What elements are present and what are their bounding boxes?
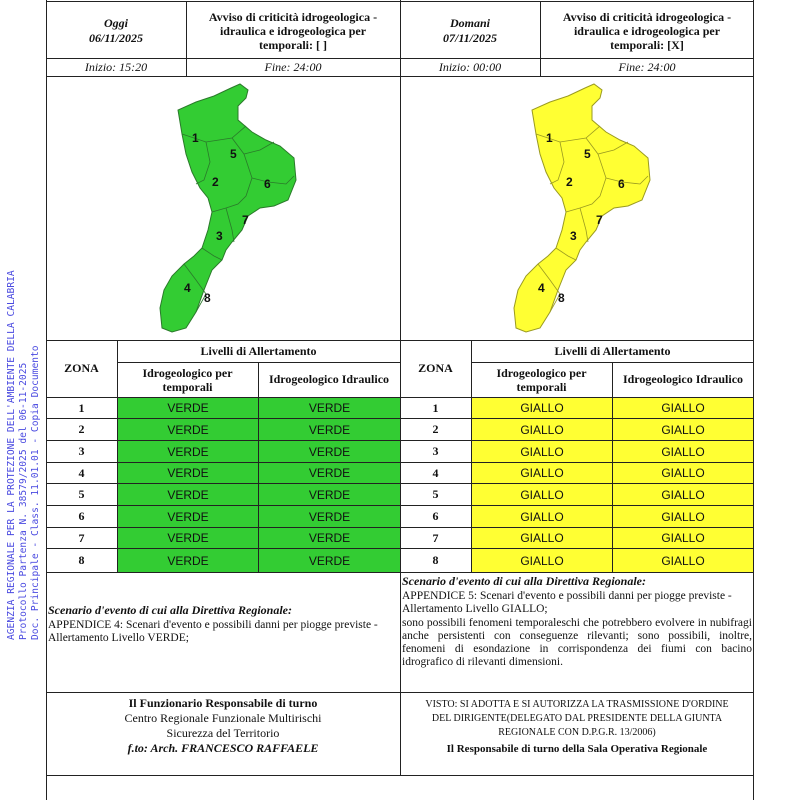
tomorrow-zone-label-3: 3 <box>570 229 577 243</box>
tomorrow-map-region <box>514 84 650 332</box>
footer-right-line2: DEL DIRIGENTE(DELEGATO DAL PRESIDENTE DELLA GIUNTA <box>431 713 723 724</box>
footer-right-title: Il Responsabile di turno della Sala Operativa Regionale <box>446 743 708 755</box>
tomorrow-level-idraulico: GIALLO <box>613 398 753 418</box>
today-zone-cell: 7 <box>78 530 85 545</box>
tomorrow-level-temporali: GIALLO <box>472 549 612 572</box>
tomorrow-zona-header: ZONA <box>418 361 453 375</box>
scenario-right <box>402 575 752 669</box>
tomorrow-level-idraulico: GIALLO <box>613 441 753 462</box>
today-level-idraulico: VERDE <box>259 506 400 527</box>
tomorrow-level-idraulico: GIALLO <box>613 506 753 527</box>
tomorrow-level-temporali: GIALLO <box>472 441 612 462</box>
tomorrow-col-idraulico: Idrogeologico Idraulico <box>622 372 744 386</box>
scenario-left-text: APPENDICE 4: Scenari d'evento e possibili danni per piogge previste - Allertamento Livello VERDE; <box>48 619 378 644</box>
today-level-temporali: VERDE <box>118 528 258 548</box>
today-zone-label-8: 8 <box>204 291 211 305</box>
tomorrow-label: Domani <box>449 16 490 30</box>
today-level-idraulico: VERDE <box>259 398 400 418</box>
footer-right <box>400 698 754 756</box>
scenario-right-head: APPENDICE 5: Scenari d'evento e possibili danni per piogge previste - Allertamento Livello GIALLO; <box>402 590 732 616</box>
today-zone-label-3: 3 <box>216 229 223 243</box>
today-level-idraulico: VERDE <box>259 419 400 440</box>
tomorrow-level-idraulico: GIALLO <box>613 484 753 505</box>
footer-left-line2: Sicurezza del Territorio <box>166 726 280 740</box>
footer-left-line1: Centro Regionale Funzionale Multirischi <box>124 711 322 725</box>
tomorrow-date-block <box>400 10 540 52</box>
tomorrow-level-temporali: GIALLO <box>472 463 612 483</box>
stamp-line-2: Protocollo Partenza N. 38579/2025 del 06-11-2025 <box>18 362 29 640</box>
today-zone-cell: 6 <box>78 509 85 523</box>
footer-left-signature: f.to: Arch. FRANCESCO RAFFAELE <box>127 741 319 755</box>
tomorrow-zone-label-8: 8 <box>558 291 565 305</box>
today-zone-label-1: 1 <box>192 131 199 145</box>
today-zone-label-4: 4 <box>184 281 191 295</box>
tomorrow-map <box>510 80 670 338</box>
tomorrow-level-temporali: GIALLO <box>472 484 612 505</box>
tomorrow-zone-cell: 2 <box>432 422 439 436</box>
tomorrow-zone-label-1: 1 <box>546 131 553 145</box>
footer-right-line1: VISTO: SI ADOTTA E SI AUTORIZZA LA TRASMISSIONE D'ORDINE <box>425 699 729 710</box>
today-zone-cell: 2 <box>78 422 85 436</box>
today-zone-label-2: 2 <box>212 175 219 189</box>
tomorrow-avviso: Avviso di criticità idrogeologica - idraulica e idrogeologica per temporali: [X] <box>562 10 732 52</box>
today-level-temporali: VERDE <box>118 398 258 418</box>
today-level-temporali: VERDE <box>118 549 258 572</box>
stamp-line-1: AGENZIA REGIONALE PER LA PROTEZIONE DELL'AMBIENTE DELLA CALABRIA <box>6 270 17 640</box>
today-zone-label-7: 7 <box>242 213 249 227</box>
scenario-right-body: sono possibili fenomeni temporaleschi che potrebbero evolvere in nubifragi anche persistenti con conseguenze rilevanti; sono possibili, inoltre, fenomeni di esondazione in corrispondenza dei fiumi con bacino idrografico di rilevanti dimensioni. <box>402 616 752 669</box>
tomorrow-level-temporali: GIALLO <box>472 528 612 548</box>
footer-left-title: Il Funzionario Responsabile di turno <box>128 696 318 710</box>
tomorrow-zone-label-6: 6 <box>618 177 625 191</box>
today-label: Oggi <box>104 16 128 30</box>
today-level-idraulico: VERDE <box>259 549 400 572</box>
tomorrow-fine: Fine: 24:00 <box>618 60 676 74</box>
today-zone-label-6: 6 <box>264 177 271 191</box>
today-zone-cell: 8 <box>78 553 85 567</box>
today-level-temporali: VERDE <box>118 419 258 440</box>
today-zone-label-5: 5 <box>230 147 237 161</box>
tomorrow-level-idraulico: GIALLO <box>613 419 753 440</box>
today-level-idraulico: VERDE <box>259 484 400 505</box>
today-avviso: Avviso di criticità idrogeologica - idraulica e idrogeologica per temporali: [ ] <box>208 10 378 52</box>
footer-left <box>46 696 400 756</box>
today-map-region <box>160 84 296 332</box>
tomorrow-col-temporali: Idrogeologico per temporali <box>496 365 587 394</box>
today-level-idraulico: VERDE <box>259 441 400 462</box>
tomorrow-zone-cell: 1 <box>432 400 439 415</box>
tomorrow-zone-label-2: 2 <box>566 175 573 189</box>
tomorrow-zone-cell: 4 <box>432 465 439 480</box>
today-zone-cell: 4 <box>78 465 85 480</box>
tomorrow-date: 07/11/2025 <box>442 31 497 45</box>
today-level-temporali: VERDE <box>118 484 258 505</box>
today-col-temporali: Idrogeologico per temporali <box>142 365 233 394</box>
stamp-line-3: Doc. Principale - Class. 11.01.01 - Copia Documento <box>30 345 41 640</box>
tomorrow-level-temporali: GIALLO <box>472 398 612 418</box>
tomorrow-level-idraulico: GIALLO <box>613 528 753 548</box>
tomorrow-zone-cell: 7 <box>432 530 439 545</box>
today-date: 06/11/2025 <box>88 31 143 45</box>
scenario-left <box>48 604 398 645</box>
bulletin-sheet <box>46 0 754 800</box>
tomorrow-zone-cell: 5 <box>432 487 439 501</box>
today-zone-cell: 5 <box>78 487 85 501</box>
today-zona-header: ZONA <box>64 361 99 375</box>
tomorrow-zone-cell: 3 <box>432 444 439 458</box>
tomorrow-inizio: Inizio: 00:00 <box>438 60 502 74</box>
tomorrow-zone-label-4: 4 <box>538 281 545 295</box>
tomorrow-level-temporali: GIALLO <box>472 419 612 440</box>
today-livelli-header: Livelli di Allertamento <box>200 343 317 358</box>
scenario-right-title: Scenario d'evento di cui alla Direttiva Regionale: <box>402 574 646 588</box>
today-fine: Fine: 24:00 <box>264 60 322 74</box>
today-level-idraulico: VERDE <box>259 528 400 548</box>
scenario-left-title: Scenario d'evento di cui alla Direttiva Regionale: <box>48 603 292 617</box>
protocol-stamp <box>0 0 48 800</box>
tomorrow-livelli-header: Livelli di Allertamento <box>554 343 671 358</box>
tomorrow-zone-cell: 6 <box>432 509 439 523</box>
today-date-block <box>46 10 186 52</box>
tomorrow-zone-label-5: 5 <box>584 147 591 161</box>
tomorrow-level-idraulico: GIALLO <box>613 463 753 483</box>
today-level-temporali: VERDE <box>118 506 258 527</box>
today-level-temporali: VERDE <box>118 463 258 483</box>
tomorrow-zone-cell: 8 <box>432 553 439 567</box>
today-zone-cell: 3 <box>78 444 85 458</box>
today-col-idraulico: Idrogeologico Idraulico <box>268 372 390 386</box>
tomorrow-zone-label-7: 7 <box>596 213 603 227</box>
today-level-temporali: VERDE <box>118 441 258 462</box>
today-level-idraulico: VERDE <box>259 463 400 483</box>
tomorrow-level-temporali: GIALLO <box>472 506 612 527</box>
today-map <box>156 80 316 338</box>
today-zone-cell: 1 <box>78 400 85 415</box>
today-inizio: Inizio: 15:20 <box>84 60 148 74</box>
tomorrow-level-idraulico: GIALLO <box>613 549 753 572</box>
footer-right-line3: REGIONALE CON D.P.G.R. 13/2006) <box>498 727 656 738</box>
